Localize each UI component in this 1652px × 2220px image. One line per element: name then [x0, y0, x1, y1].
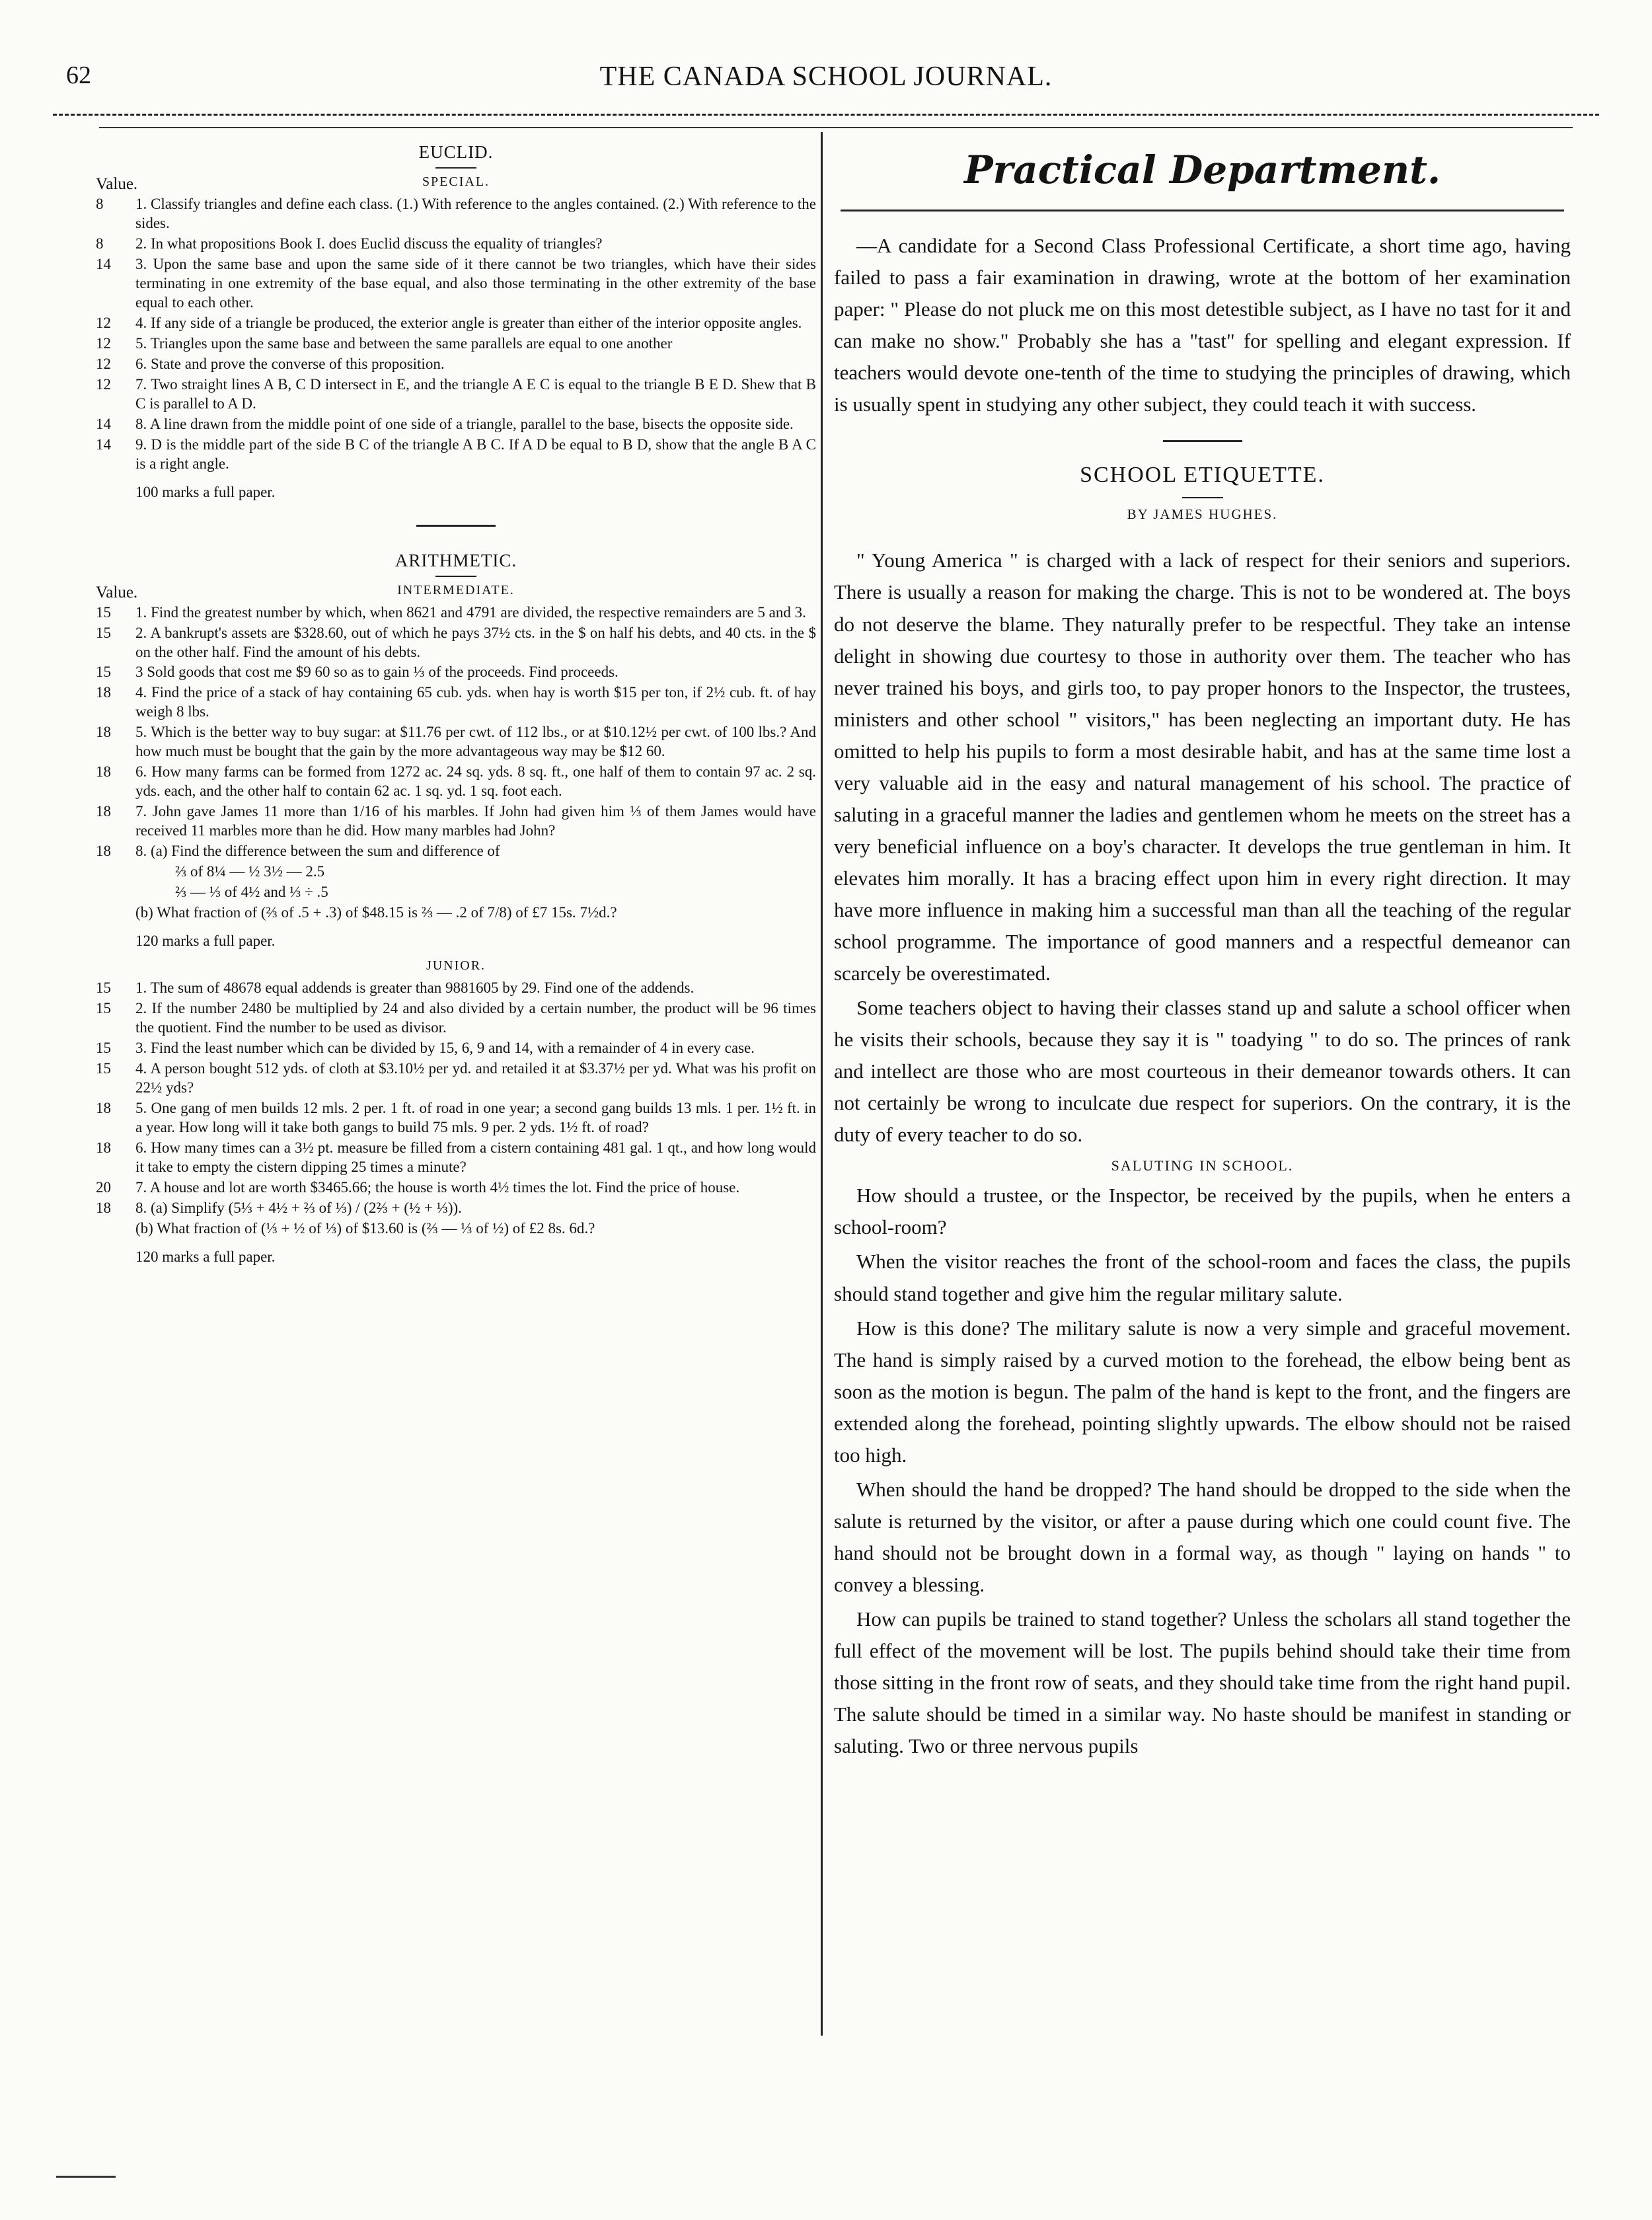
- question-value: 12: [96, 334, 111, 352]
- question-item: [96, 663, 816, 682]
- question-value: 18: [96, 803, 111, 820]
- title-rule: [1182, 497, 1223, 498]
- question-item: [96, 195, 816, 233]
- question-value: 15: [96, 664, 111, 681]
- question-value: 18: [96, 684, 111, 701]
- question-item: [96, 1178, 816, 1198]
- intro-paragraph: —A candidate for a Second Class Professional Certificate, a short time ago, having failed to pass a fair examination in drawing, wrote at the bottom of her examination paper: " Please do not pluck me on this most detestible subject, as I have no tast for it and can make no show." Probably she has a "tast" for spelling and elegant expression. If teachers would devote one-tenth of the time to studying the principles of drawing, which is usually spent in studying any other subject, they could teach it with success.: [834, 233, 1571, 416]
- header-rule: [53, 114, 1599, 116]
- body-paragraph: When should the hand be dropped? The hand should be dropped to the side when the salute is returned by the visitor, or after a pause during which one could count five. The hand should not be brought down in a formal way, as though " laying on hands " to convey a blessing.: [834, 1477, 1571, 1596]
- intermediate-subhead: INTERMEDIATE.: [397, 582, 515, 597]
- question-value: 18: [96, 843, 111, 860]
- question-item: [96, 1099, 816, 1137]
- question-text: 5. One gang of men builds 12 mls. 2 per. 1 ft. of road in one year; a second gang builds 13 mls. 1 per. 1½ ft. in a year. How long will it take both gangs to build 75 mls. 9 per. 2 yds. 1½ ft. of road?: [135, 1099, 816, 1135]
- euclid-title: EUCLID.: [418, 142, 494, 162]
- question-item: [96, 723, 816, 761]
- department-title: Practical Department.: [963, 147, 1441, 192]
- body-paragraph: Some teachers object to having their classes stand up and salute a school officer when he visits their schools, because they say it is " toadying " to do so. The princes of rank and intellect are those who are most courteous in their demeanor towards others. It can not certainly be wrong to inculcate due respect for superiors. On the contrary, it is the duty of every teacher to do so.: [834, 996, 1571, 1147]
- question-item: [96, 255, 816, 313]
- question-text: 7. Two straight lines A B, C D intersect in E, and the triangle A E C is equal to the triangle B E D. Shew that B C is parallel to A D.: [135, 375, 816, 412]
- body-paragraph: " Young America " is charged with a lack of respect for their seniors and superiors. There is usually a reason for making the charge. This is not to be wondered at. The boys do not deserve the blame. They naturally prefer to be respectful. They take an intense delight in showing due courtesy to those in authority over them. The teacher who has never trained his boys, and girls too, to pay proper honors to the Inspector, the trustees, ministers and other school " visitors," has been neglecting an important duty. He has omitted to help his pupils to form a most desirable habit, and has at the same time lost a very valuable aid in the easy and natural management of his school. The practice of saluting in a graceful manner the ladies and gentlemen whom he meets on the street has a very beneficial influence on a boy's character. It develops the true gentleman in him. It elevates him morally. It has a bracing effect upon him in every right direction. It may have more influence in making him a successful man than all the teaching of the regular school programme. The importance of good manners and a respectful demeanor can scarcely be overestimated.: [834, 549, 1571, 985]
- question-value: 18: [96, 763, 111, 781]
- question-text: (b) What fraction of (⅔ of .5 + .3) of $48.15 is ⅔ — .2 of 7/8) of £7 15s. 7½d.?: [135, 904, 617, 921]
- question-value: 18: [96, 724, 111, 741]
- euclid-subhead-row: [96, 174, 816, 194]
- section-separator: [416, 525, 496, 527]
- question-item: [96, 1039, 816, 1058]
- junior-subhead-row: [96, 958, 816, 977]
- question-text: 1. Classify triangles and define each class. (1.) With reference to the angles contained. (2.) With reference to the sides.: [135, 196, 816, 231]
- question-text: 1. Find the greatest number by which, when 8621 and 4791 are divided, the respective remainders are 5 and 3.: [135, 603, 806, 621]
- question-value: 12: [96, 314, 111, 331]
- question-item: [96, 624, 816, 662]
- euclid-subhead: SPECIAL.: [422, 174, 490, 190]
- question-item: [96, 235, 816, 254]
- question-value: 18: [96, 1099, 111, 1116]
- question-value: 8: [96, 235, 104, 252]
- question-value: 18: [96, 1139, 111, 1156]
- body-paragraph: How should a trustee, or the Inspector, be received by the pupils, when he enters a school-room?: [834, 1184, 1571, 1239]
- etiquette-title: SCHOOL ETIQUETTE.: [1080, 463, 1325, 488]
- question-item: [96, 355, 816, 374]
- question-text: 7. A house and lot are worth $3465.66; the house is worth 4½ times the lot. Find the price of house.: [135, 1178, 740, 1196]
- euclid-questions: [96, 195, 816, 474]
- question-value: 15: [96, 1039, 111, 1056]
- question-item: [96, 375, 816, 414]
- junior-questions: [96, 979, 816, 1239]
- body-paragraph: How is this done? The military salute is now a very simple and graceful movement. The hand is simply raised by a curved motion to the forehead, the elbow being bent as soon as the motion is begun. The palm of the hand is kept to the front, and the fingers are extended along the forehead, pointing slightly upwards. The elbow should not be raised too high.: [834, 1316, 1571, 1467]
- question-value: 14: [96, 415, 111, 432]
- question-value: 12: [96, 375, 111, 393]
- journal-title: THE CANADA SCHOOL JOURNAL.: [599, 61, 1053, 92]
- question-value: 15: [96, 1059, 111, 1077]
- question-text: 4. If any side of a triangle be produced, the exterior angle is greater than either of the interior opposite angles.: [135, 314, 802, 331]
- body-paragraph: How can pupils be trained to stand together? Unless the scholars all stand together the full effect of the movement will be lost. The pupils behind should take their time from those sitting in the front row of seats, and they should take time from the right hand pupil. The salute should be timed in a similar way. No haste should be manifest in standing or saluting. Two or three nervous pupils: [834, 1607, 1571, 1758]
- question-item: [96, 842, 816, 861]
- question-text: 5. Which is the better way to buy sugar: at $11.76 per cwt. of 112 lbs., or at $10.12½ per cwt. of 100 lbs.? And how much must be bought that the gain by the more advantageous way may be $12 60.: [135, 724, 816, 760]
- question-item: [96, 436, 816, 474]
- title-rule: [435, 576, 476, 577]
- fraction-expression: ⅔ of 8¼ — ½ 3½ — 2.5: [175, 863, 325, 880]
- question-part-b: [96, 1219, 816, 1239]
- page-header: [66, 61, 1586, 107]
- question-text: 4. Find the price of a stack of hay containing 65 cub. yds. when hay is worth $15 per ton, if 2½ cub. ft. of hay weigh 8 lbs.: [135, 684, 816, 720]
- question-text: 3. Upon the same base and upon the same side of it there cannot be two triangles, which have their sides terminating in one extremity of the base equal, and also those terminating in the other extremity of the base equal to each other.: [135, 255, 816, 311]
- question-item: [96, 1199, 816, 1218]
- question-text: 2. If the number 2480 be multiplied by 24 and also divided by a certain number, the product will be 96 times the quotient. Find the number to be used as divisor.: [135, 1000, 816, 1036]
- question-text: 8. (a) Simplify (5⅓ + 4½ + ⅔ of ⅓) / (2⅔ + (½ + ⅓)).: [135, 1199, 462, 1216]
- question-text: 5. Triangles upon the same base and between the same parallels are equal to one another: [135, 334, 673, 352]
- question-text: 8. (a) Find the difference between the sum and difference of: [135, 843, 500, 860]
- body-paragraph: When the visitor reaches the front of the school-room and faces the class, the pupils should stand together and give him the regular military salute.: [834, 1250, 1571, 1305]
- question-text: 8. A line drawn from the middle point of one side of a triangle, parallel to the base, bisects the opposite side.: [135, 415, 794, 432]
- question-text: 2. A bankrupt's assets are $328.60, out of which he pays 37½ cts. in the $ on half his debts, and 40 cts. in the $ on the other half. Find the amount of his debts.: [135, 624, 816, 660]
- question-item: [96, 314, 816, 333]
- arithmetic-title: ARITHMETIC.: [394, 550, 517, 570]
- question-value: 18: [96, 1199, 111, 1216]
- question-text: 9. D is the middle part of the side B C of the triangle A B C. If A D be equal to B D, show that the angle B A C is a right angle.: [135, 436, 816, 472]
- title-rule: [435, 167, 476, 169]
- question-part-b: [96, 903, 816, 923]
- header-rule-secondary: [99, 127, 1573, 128]
- column-divider: [821, 132, 823, 2036]
- question-text: (b) What fraction of (⅓ + ½ of ⅓) of $13.60 is (⅔ — ⅓ of ½) of £2 8s. 6d.?: [135, 1219, 595, 1237]
- question-text: 3 Sold goods that cost me $9 60 so as to gain ⅓ of the proceeds. Find proceeds.: [135, 664, 619, 681]
- intermediate-subhead-row: [96, 582, 816, 602]
- left-column: [96, 135, 816, 1267]
- junior-marks-note: 120 marks a full paper.: [135, 1248, 276, 1265]
- question-item: [96, 1139, 816, 1177]
- question-item: [96, 1059, 816, 1098]
- question-value: 14: [96, 436, 111, 453]
- question-text: 6. How many times can a 3½ pt. measure be filled from a cistern containing 481 gal. 1 qt., and how long would it take to empty the cistern dipping 25 times a minute?: [135, 1139, 816, 1175]
- question-item: [96, 979, 816, 998]
- question-text: 4. A person bought 512 yds. of cloth at $3.10½ per yd. and retailed it at $3.37½ per yd. What was his profit on 22½ yds?: [135, 1059, 816, 1096]
- section-separator: [1163, 440, 1242, 442]
- question-text: 1. The sum of 48678 equal addends is greater than 9881605 by 29. Find one of the addends.: [135, 979, 695, 997]
- question-item: [96, 999, 816, 1038]
- page-number: 62: [66, 61, 91, 89]
- question-value: 15: [96, 624, 111, 641]
- question-value: 15: [96, 979, 111, 997]
- question-text: 2. In what propositions Book I. does Euclid discuss the equality of triangles?: [135, 235, 603, 252]
- question-value: 12: [96, 355, 111, 372]
- question-item: [96, 763, 816, 801]
- footer-mark: [56, 2176, 116, 2178]
- value-column-label: Value.: [96, 583, 138, 601]
- question-item: [96, 415, 816, 434]
- question-text: 7. John gave James 11 more than 1/16 of his marbles. If John had given him ⅓ of them James would have received 11 marbles more than he did. How many marbles had John?: [135, 803, 816, 839]
- question-value: 8: [96, 196, 104, 213]
- intermediate-questions: [96, 603, 816, 923]
- saluting-subtitle: SALUTING IN SCHOOL.: [1111, 1157, 1294, 1174]
- question-value: 15: [96, 1000, 111, 1016]
- right-column: [834, 135, 1571, 1765]
- question-item: [96, 334, 816, 354]
- question-item: [96, 802, 816, 841]
- question-value: 15: [96, 603, 111, 621]
- fraction-expression: ⅔ — ⅓ of 4½ and ⅓ ÷ .5: [175, 884, 328, 901]
- department-rule: [841, 210, 1564, 211]
- junior-subhead: JUNIOR.: [426, 958, 486, 974]
- intermediate-marks-note: 120 marks a full paper.: [135, 933, 276, 950]
- question-text: 3. Find the least number which can be divided by 15, 6, 9 and 14, with a remainder of 4 in every case.: [135, 1039, 755, 1056]
- question-value: 20: [96, 1178, 111, 1196]
- question-item: [96, 603, 816, 623]
- author-byline: BY JAMES HUGHES.: [1127, 506, 1278, 522]
- question-text: 6. State and prove the converse of this proposition.: [135, 355, 445, 372]
- question-item: [96, 683, 816, 722]
- euclid-marks-note: 100 marks a full paper.: [135, 483, 276, 500]
- question-value: 14: [96, 255, 111, 272]
- question-text: 6. How many farms can be formed from 1272 ac. 24 sq. yds. 8 sq. ft., one half of them to contain 97 ac. 2 sq. yds. each, and the other half to contain 62 ac. 1 sq. yd. 1 sq. foot each.: [135, 763, 816, 800]
- value-column-label: Value.: [96, 175, 138, 194]
